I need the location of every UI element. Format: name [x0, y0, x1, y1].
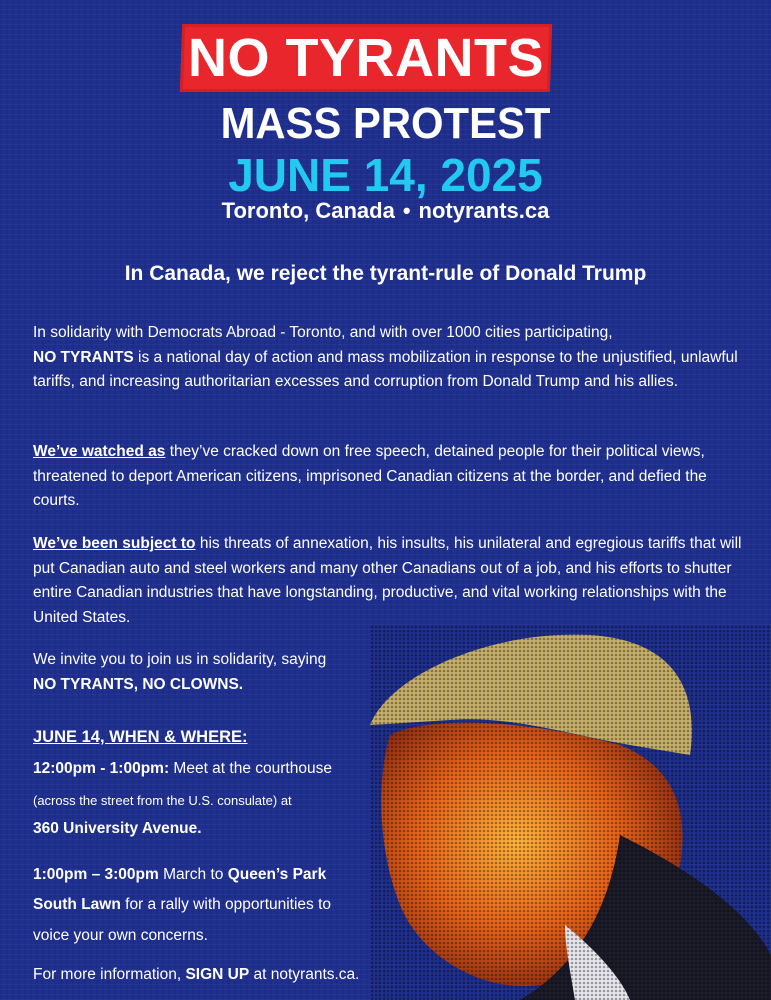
- portrait-image: [370, 625, 771, 1000]
- schedule-line-1: [33, 760, 332, 778]
- schedule-time-2: 1:00pm – 3:00pm: [33, 866, 159, 883]
- paragraph-subject-rest: his threats of annexation, his insults, his unilateral and egregious tariffs that will put Canadian auto and steel workers and many other Canadians out of a job, and his efforts to shutter entire Canadian industries that have longstanding, productive, and vital working relationships with the United States.: [33, 535, 742, 626]
- bullet-separator: •: [402, 198, 411, 223]
- halftone-overlay: [370, 625, 771, 1000]
- schedule-line-3: [33, 896, 331, 914]
- paragraph-intro-bold: NO TYRANTS: [33, 348, 134, 366]
- location-line: [0, 198, 771, 224]
- banner-title: NO TYRANTS: [188, 28, 544, 88]
- paragraph-watched-lead: We’ve watched as: [33, 443, 166, 460]
- schedule-text-1: Meet at the courthouse: [169, 760, 332, 777]
- schedule-text-3: for a rally with opportunities to: [120, 896, 332, 913]
- footer-line: [33, 966, 359, 984]
- schedule-text-2: March to: [158, 866, 228, 883]
- schedule-line-4: voice your own concerns.: [33, 927, 208, 944]
- schedule-line-2: [33, 866, 326, 884]
- schedule-heading: JUNE 14, WHEN & WHERE:: [33, 728, 248, 746]
- sign-up-link[interactable]: SIGN UP: [185, 966, 250, 983]
- schedule-place-2a: Queen’s Park: [227, 866, 327, 883]
- city: Toronto, Canada: [221, 198, 395, 223]
- paragraph-subject: [33, 532, 753, 630]
- paragraph-intro: [33, 321, 753, 395]
- paragraph-watched: [33, 440, 753, 514]
- subheading: In Canada, we reject the tyrant-rule of Donald Trump: [124, 262, 647, 285]
- schedule-note-1: (across the street from the U.S. consulate) at: [33, 793, 292, 808]
- schedule-place-2b: South Lawn: [33, 896, 121, 913]
- schedule-place-1-text: 360 University Avenue.: [33, 820, 202, 837]
- paragraph-subject-lead: We’ve been subject to: [33, 535, 196, 552]
- footer-rest: at notyrants.ca.: [249, 966, 360, 983]
- schedule-time-1: 12:00pm - 1:00pm:: [33, 760, 170, 777]
- paragraph-intro-rest: is a national day of action and mass mobilization in response to the unjustified, unlawful tariffs, and increasing authoritarian excesses and corruption from Donald Trump and his allies.: [33, 348, 738, 390]
- paragraph-watched-rest: they’ve cracked down on free speech, detained people for their political views, threatened to deport American citizens, imprisoned Canadian citizens at the border, and defied the courts.: [33, 443, 707, 509]
- paragraph-invite: [33, 648, 393, 697]
- website-link[interactable]: notyrants.ca: [418, 198, 550, 223]
- paragraph-invite-bold: NO TYRANTS, NO CLOWNS.: [33, 675, 244, 693]
- footer-text: For more information,: [33, 966, 186, 983]
- paragraph-intro-lead: In solidarity with Democrats Abroad - Toronto, and with over 1000 cities participating,: [33, 324, 613, 341]
- schedule-place-1: [33, 820, 202, 838]
- page-title: MASS PROTEST: [220, 99, 551, 148]
- event-date: JUNE 14, 2025: [228, 149, 543, 201]
- paragraph-invite-text: We invite you to join us in solidarity, saying: [33, 651, 327, 668]
